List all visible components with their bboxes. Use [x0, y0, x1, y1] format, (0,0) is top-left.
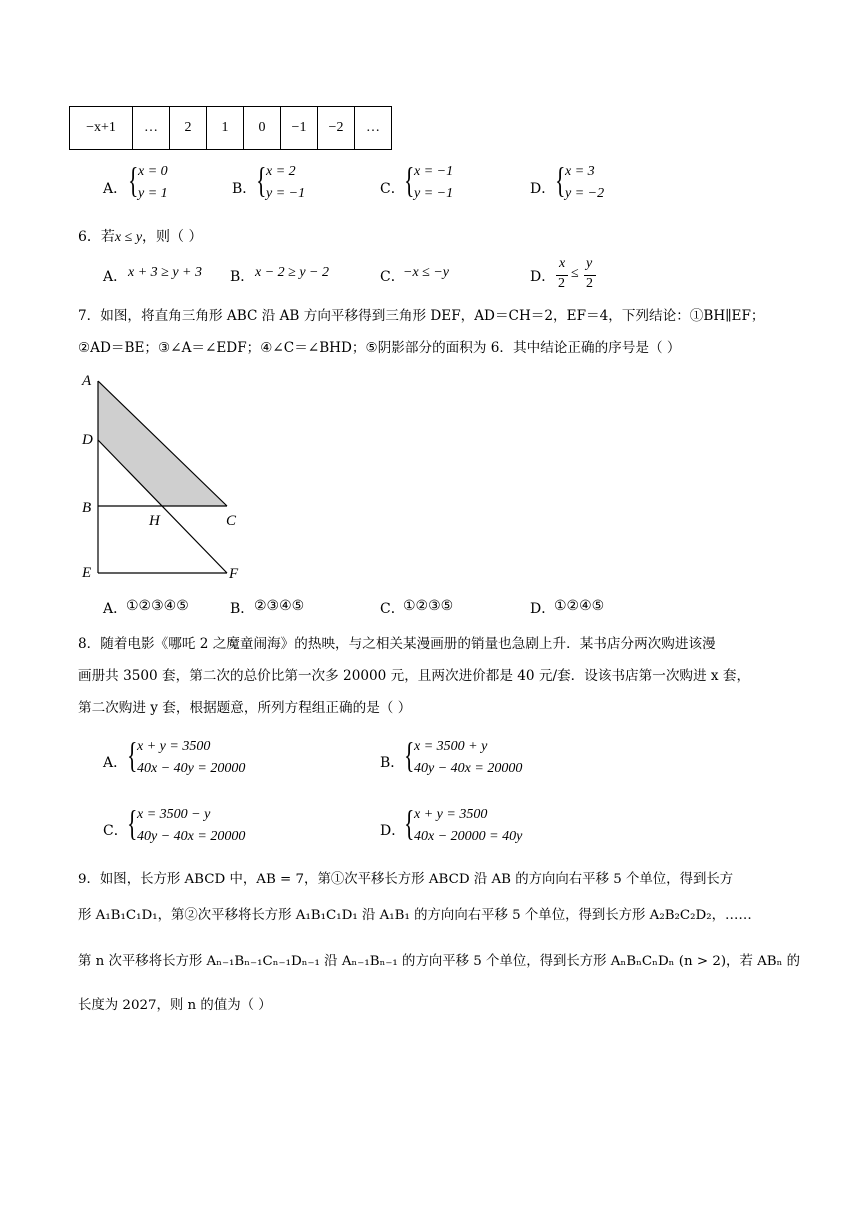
table-cell: −2 — [318, 107, 355, 150]
equation-line: x = 2 — [266, 164, 296, 179]
option-text: ①②④⑤ — [554, 598, 605, 614]
option-label: C． — [103, 823, 128, 839]
option-label: D． — [530, 181, 556, 197]
label-H: H — [149, 513, 160, 529]
label-E: E — [82, 565, 92, 581]
equation-line: x + y = 3500 — [414, 807, 488, 822]
question-9-line: 长度为 2027，则 n 的值为（ ） — [78, 998, 272, 1013]
question-7-line: ②AD＝BE；③∠A＝∠EDF；④∠C＝∠BHD；⑤阴影部分的面积为 6．其中结论正确的序号是（ ） — [78, 340, 681, 356]
table-cell: 1 — [207, 107, 244, 150]
label-B: B — [82, 500, 92, 516]
label-F: F — [229, 566, 239, 582]
label-A: A — [82, 373, 92, 389]
question-6-stem: 6．若x ≤ y，则（ ） — [78, 229, 203, 245]
question-8-line: 8．随着电影《哪吒 2 之魔童闹海》的热映，与之相关某漫画册的销量也急剧上升．某书店分两次购进该漫 — [78, 636, 716, 652]
table-cell: … — [133, 107, 170, 150]
option-text: ①②③④⑤ — [126, 598, 189, 614]
equation-line: y = −2 — [565, 186, 605, 201]
table-row — [70, 107, 392, 150]
option-label: A． — [103, 181, 128, 197]
equation-line: x = 3 — [565, 164, 595, 179]
option-label: B． — [232, 181, 257, 197]
option-label: A． — [103, 601, 128, 617]
equation-line: x = −1 — [414, 164, 454, 179]
fraction-inequality: x 2 ≤ y 2 — [556, 256, 602, 296]
option-label: A． — [103, 755, 128, 771]
option-label: A． — [103, 269, 128, 285]
table-cell: −x+1 — [70, 107, 133, 150]
equation-line: x = 3500 − y — [137, 807, 211, 822]
question-8-line: 第二次购进 y 套，根据题意，所列方程组正确的是（ ） — [78, 700, 412, 716]
equation-line: 40y − 40x = 20000 — [414, 761, 523, 776]
question-8-line: 画册共 3500 套，第二次的总价比第一次多 20000 元，且两次进价都是 40 元/套．设该书店第一次购进 x 套， — [78, 668, 751, 684]
equation-line: x = 3500 + y — [414, 739, 488, 754]
option-label: B． — [380, 755, 405, 771]
equation-line: 40x − 40y = 20000 — [137, 761, 246, 776]
question-9-line: 9．如图，长方形 ABCD 中，AB = 7，第①次平移长方形 ABCD 沿 AB 的方向向右平移 5 个单位，得到长方 — [78, 872, 734, 887]
equation-line: y = −1 — [414, 186, 454, 201]
option-text: x + 3 ≥ y + 3 — [128, 265, 203, 280]
equation-line: 40y − 40x = 20000 — [137, 829, 246, 844]
label-D: D — [82, 432, 93, 448]
option-label: B． — [230, 269, 255, 285]
option-text: x − 2 ≥ y − 2 — [255, 265, 330, 280]
question-9-line: 形 A₁B₁C₁D₁，第②次平移将长方形 A₁B₁C₁D₁ 沿 A₁B₁ 的方向向右平移 5 个单位，得到长方形 A₂B₂C₂D₂，…… — [78, 908, 752, 923]
table-cell: … — [355, 107, 392, 150]
question-9-line: 第 n 次平移将长方形 Aₙ₋₁Bₙ₋₁Cₙ₋₁Dₙ₋₁ 沿 Aₙ₋₁Bₙ₋₁ 的方向平移 5 个单位，得到长方形 AₙBₙCₙDₙ (n > 2)，若 ABₙ 的 — [78, 954, 801, 969]
option-label: C． — [380, 601, 405, 617]
option-text: ①②③⑤ — [403, 598, 454, 614]
option-label: D． — [530, 601, 556, 617]
option-label: C． — [380, 181, 405, 197]
triangle-figure — [75, 368, 255, 588]
equation-line: y = 1 — [138, 186, 168, 201]
equation-line: y = −1 — [266, 186, 306, 201]
table-cell: −1 — [281, 107, 318, 150]
table-cell: 2 — [170, 107, 207, 150]
option-label: D． — [380, 823, 406, 839]
option-label: C． — [380, 269, 405, 285]
label-C: C — [226, 513, 237, 529]
equation-line: x = 0 — [138, 164, 168, 179]
option-text: ②③④⑤ — [254, 598, 305, 614]
equation-line: x + y = 3500 — [137, 739, 211, 754]
option-text: −x ≤ −y — [403, 265, 450, 280]
question-7-line: 7．如图，将直角三角形 ABC 沿 AB 方向平移得到三角形 DEF，AD＝CH＝2，EF＝4，下列结论：①BH∥EF； — [78, 308, 765, 324]
table-cell: 0 — [244, 107, 281, 150]
equation-line: 40x − 20000 = 40y — [414, 829, 523, 844]
option-label: B． — [230, 601, 255, 617]
value-table — [69, 106, 392, 150]
option-label: D． — [530, 269, 556, 285]
